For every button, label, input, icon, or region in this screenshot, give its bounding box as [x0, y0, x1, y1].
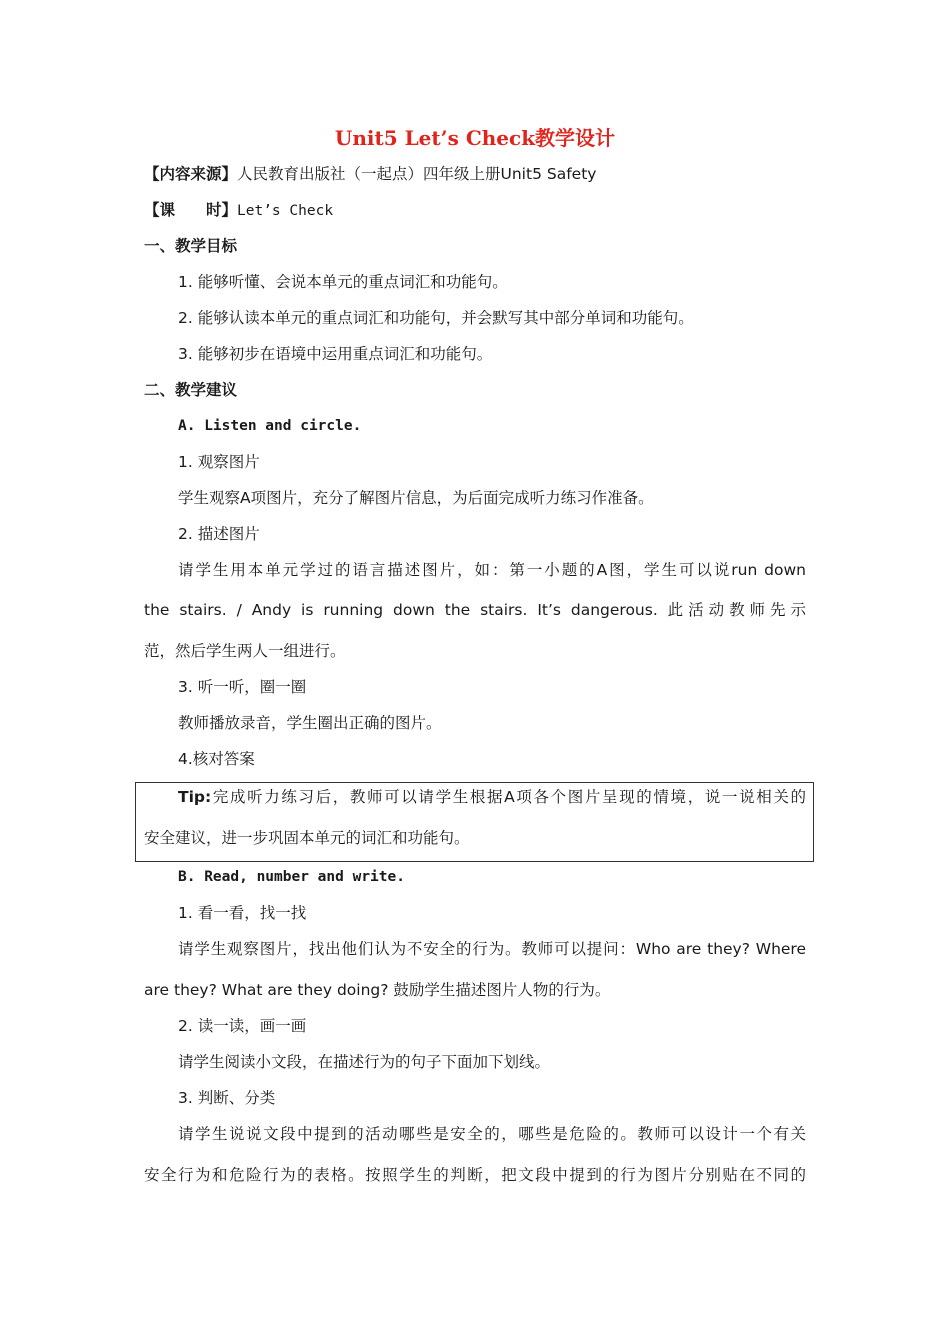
document-title: Unit5 Let’s Check教学设计 — [334, 126, 616, 150]
step-text: 教师播放录音，学生圈出正确的图片。 — [178, 714, 442, 732]
part-a-heading: A. Listen and circle. — [178, 418, 362, 434]
paragraph-line: 安全行为和危险行为的表格。按照学生的判断，把文段中提到的行为图片分别贴在不同的 — [144, 1166, 806, 1184]
step-title: 2. 读一读，画一画 — [178, 1017, 307, 1035]
step-title: 2. 描述图片 — [178, 525, 260, 543]
tip-line — [144, 787, 806, 807]
lesson-label: 【课 时】 — [144, 201, 238, 219]
objective-item: 2. 能够认读本单元的重点词汇和功能句，并会默写其中部分单词和功能句。 — [178, 309, 694, 327]
tip-text: 完成听力练习后，教师可以请学生根据A项各个图片呈现的情境，说一说相关的 — [211, 788, 806, 806]
step-text: 学生观察A项图片，充分了解图片信息，为后面完成听力练习作准备。 — [178, 489, 654, 507]
part-b-heading: B. Read, number and write. — [178, 869, 405, 885]
objective-item: 3. 能够初步在语境中运用重点词汇和功能句。 — [178, 345, 493, 363]
lesson-value: Let’s Check — [237, 203, 334, 219]
paragraph-line: are they? What are they doing? 鼓励学生描述图片人物的行为。 — [144, 981, 611, 999]
meta-source — [144, 164, 596, 184]
paragraph-line: 请学生观察图片，找出他们认为不安全的行为。教师可以提问：Who are they? Where — [178, 940, 806, 958]
paragraph-line: 请学生说说文段中提到的活动哪些是安全的，哪些是危险的。教师可以设计一个有关 — [178, 1125, 806, 1143]
step-title: 1. 看一看，找一找 — [178, 904, 307, 922]
objective-item: 1. 能够听懂、会说本单元的重点词汇和功能句。 — [178, 273, 508, 291]
section2-heading: 二、教学建议 — [144, 381, 238, 399]
tip-label: Tip: — [178, 788, 212, 806]
paragraph-line: 范，然后学生两人一组进行。 — [144, 642, 346, 660]
tip-line: 安全建议，进一步巩固本单元的词汇和功能句。 — [144, 829, 470, 847]
source-label: 【内容来源】 — [144, 165, 238, 183]
paragraph-line: 请学生用本单元学过的语言描述图片，如：第一小题的A图，学生可以说run down — [178, 561, 806, 579]
step-title: 3. 判断、分类 — [178, 1089, 276, 1107]
paragraph-line: the stairs. / Andy is running down the stairs. It’s dangerous. 此活动教师先示 — [144, 601, 806, 619]
meta-lesson — [144, 200, 333, 221]
step-title: 1. 观察图片 — [178, 453, 260, 471]
step-text: 请学生阅读小文段，在描述行为的句子下面加下划线。 — [178, 1053, 551, 1071]
source-value: 人民教育出版社（一起点）四年级上册Unit5 Safety — [237, 165, 597, 183]
section1-heading: 一、教学目标 — [144, 237, 238, 255]
step-title: 4.核对答案 — [178, 750, 255, 768]
step-title: 3. 听一听，圈一圈 — [178, 678, 307, 696]
